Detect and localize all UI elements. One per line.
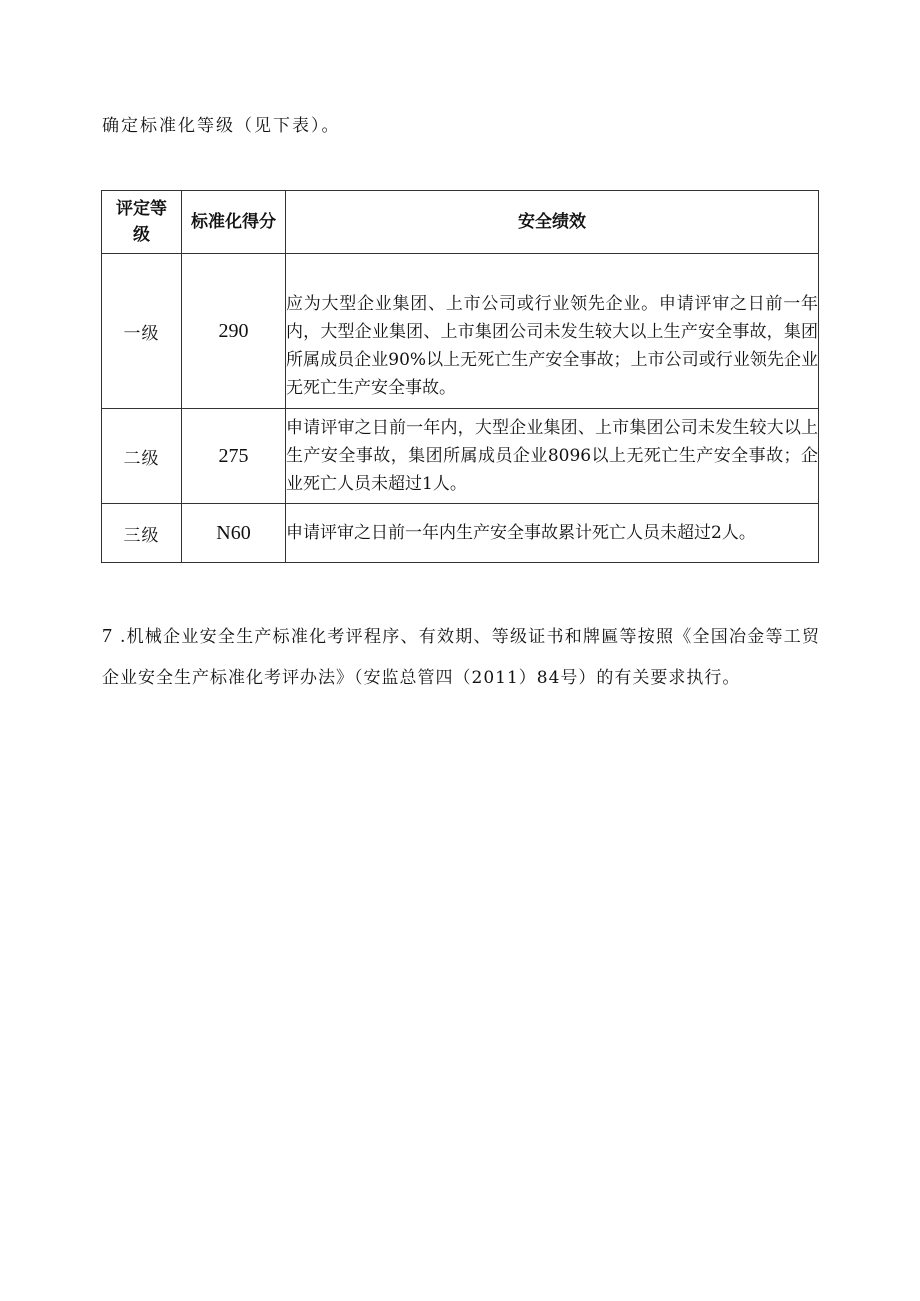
score-cell: 290 <box>182 254 286 409</box>
intro-text: 确定标准化等级（见下表）。 <box>102 116 341 136</box>
score-cell: 275 <box>182 409 286 504</box>
performance-cell: 应为大型企业集团、上市公司或行业领先企业。申请评审之日前一年内，大型企业集团、上市集团公司未发生较大以上生产安全事故，集团所属成员企业90%以上无死亡生产安全事故；上市公司或行业领先企业无死亡生产安全事故。 <box>286 254 819 409</box>
level-cell: 一级 <box>102 254 182 409</box>
header-score: 标准化得分 <box>182 191 286 254</box>
table-header-row <box>102 191 819 254</box>
performance-cell: 申请评审之日前一年内，大型企业集团、上市集团公司未发生较大以上生产安全事故，集团所属成员企业8096以上无死亡生产安全事故；企业死亡人员未超过1人。 <box>286 409 819 504</box>
performance-cell: 申请评审之日前一年内生产安全事故累计死亡人员未超过2人。 <box>286 504 819 563</box>
paragraph-7 <box>102 616 820 699</box>
paragraph-text: .机械企业安全生产标准化考评程序、有效期、等级证书和牌匾等按照《全国冶金等工贸企业安全生产标准化考评办法》（安监总管四（2011）84号）的有关要求执行。 <box>102 627 820 688</box>
header-level: 评定等级 <box>102 191 182 254</box>
table-row <box>102 504 819 563</box>
paragraph-number: 7 <box>102 625 112 647</box>
level-cell: 二级 <box>102 409 182 504</box>
score-cell: N60 <box>182 504 286 563</box>
table-row <box>102 254 819 409</box>
table-row <box>102 409 819 504</box>
header-performance: 安全绩效 <box>286 191 819 254</box>
grade-table <box>101 190 819 563</box>
level-cell: 三级 <box>102 504 182 563</box>
